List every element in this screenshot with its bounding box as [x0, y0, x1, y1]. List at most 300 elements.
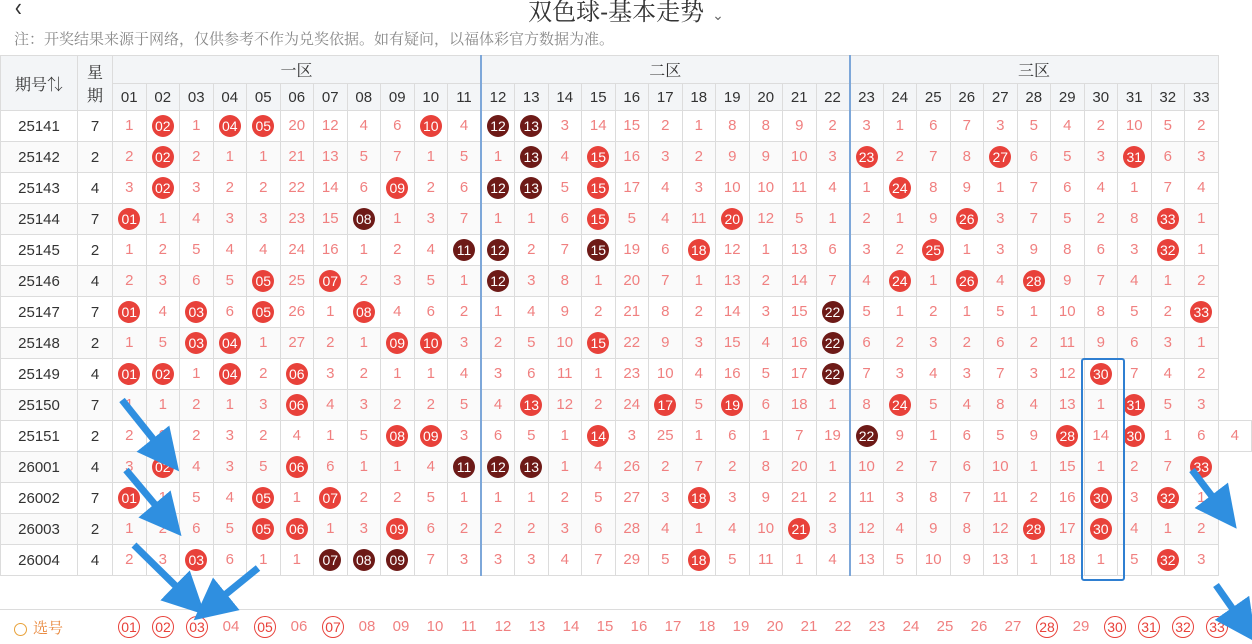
trend-cell [1084, 297, 1118, 328]
select-number-cell-29[interactable]: 29 [1072, 618, 1090, 635]
drawn-ball: 19 [721, 394, 743, 416]
select-number-cell-27[interactable]: 27 [1004, 618, 1022, 635]
trend-cell [883, 142, 917, 173]
trend-cell [950, 483, 984, 514]
trend-cell [180, 142, 214, 173]
miss-count: 3 [627, 427, 636, 444]
miss-count: 1 [1197, 241, 1206, 258]
trend-cell [783, 452, 817, 483]
miss-count: 2 [259, 427, 268, 444]
drawn-ball: 10 [420, 115, 442, 137]
miss-count: 8 [996, 396, 1005, 413]
number-column-header-05[interactable]: 05 [247, 84, 281, 111]
number-column-header-02[interactable]: 02 [146, 84, 180, 111]
chevron-down-icon[interactable]: ⌄ [712, 7, 724, 23]
trend-cell [1017, 235, 1051, 266]
trend-cell [213, 204, 247, 235]
number-column-header-01[interactable]: 01 [113, 84, 147, 111]
miss-count: 3 [862, 241, 871, 258]
table-row[interactable] [1, 328, 1252, 359]
select-number-cell-06[interactable]: 06 [290, 618, 308, 635]
miss-count: 1 [1163, 427, 1172, 444]
miss-count: 9 [728, 148, 737, 165]
number-column-header-07[interactable]: 07 [314, 84, 348, 111]
miss-count: 2 [929, 303, 938, 320]
select-number-cell-03[interactable] [180, 610, 214, 644]
number-column-header-16[interactable]: 16 [615, 84, 649, 111]
select-ball[interactable]: 05 [254, 616, 276, 638]
trend-cell [280, 514, 314, 545]
table-row[interactable] [1, 204, 1252, 235]
miss-count: 5 [862, 303, 871, 320]
miss-count: 4 [426, 458, 435, 475]
trend-cell [1118, 266, 1152, 297]
drawn-ball: 18 [688, 239, 710, 261]
trend-cell [381, 111, 415, 142]
table-row[interactable] [1, 235, 1252, 266]
trend-cell [649, 297, 683, 328]
number-column-header-30[interactable]: 30 [1084, 84, 1118, 111]
trend-cell [749, 235, 783, 266]
number-column-header-10[interactable]: 10 [414, 84, 448, 111]
drawn-ball: 05 [252, 115, 274, 137]
trend-cell [917, 204, 951, 235]
drawn-ball: 22 [822, 301, 844, 323]
trend-cell [1185, 483, 1219, 514]
week-header-line1: 星 [86, 65, 103, 82]
trend-cell [1185, 297, 1219, 328]
trend-cell [1017, 421, 1051, 452]
drawn-ball: 15 [587, 332, 609, 354]
trend-cell [1084, 111, 1118, 142]
trend-cell [414, 452, 448, 483]
trend-cell [1151, 173, 1185, 204]
issue-cell: 25146 [1, 266, 78, 297]
miss-count: 4 [459, 117, 469, 134]
miss-count: 8 [761, 117, 770, 134]
table-row[interactable] [1, 452, 1252, 483]
trend-cell [883, 173, 917, 204]
miss-count: 1 [393, 210, 402, 227]
number-column-header-33[interactable]: 33 [1185, 84, 1219, 111]
miss-count: 9 [1063, 272, 1072, 289]
select-ball[interactable]: 32 [1172, 616, 1194, 638]
trend-cell [917, 111, 951, 142]
number-column-header-08[interactable]: 08 [347, 84, 381, 111]
select-number-cell-13[interactable]: 13 [528, 618, 546, 635]
miss-count: 3 [459, 551, 469, 568]
miss-count: 4 [594, 458, 603, 475]
sort-icon[interactable]: ⇅ [47, 76, 64, 94]
select-number-cell-25[interactable]: 25 [936, 618, 954, 635]
trend-cell [1118, 235, 1152, 266]
trend-cell [280, 173, 314, 204]
trend-cell [448, 235, 482, 266]
miss-count: 3 [393, 272, 402, 289]
drawn-ball: 01 [118, 208, 140, 230]
table-row[interactable] [1, 514, 1252, 545]
select-number-cell-30[interactable] [1098, 610, 1132, 644]
miss-count: 7 [828, 272, 837, 289]
miss-count: 2 [828, 117, 837, 134]
select-number-cell-28[interactable] [1030, 610, 1064, 644]
table-row[interactable] [1, 111, 1252, 142]
miss-count: 2 [393, 396, 402, 413]
number-column-header-17[interactable]: 17 [649, 84, 683, 111]
miss-count: 12 [757, 210, 775, 227]
trend-cell [749, 421, 783, 452]
select-number-cell-31[interactable] [1132, 610, 1166, 644]
select-number-cell-20[interactable]: 20 [766, 618, 784, 635]
trend-cell [314, 390, 348, 421]
miss-count: 1 [493, 303, 503, 320]
issue-cell: 25141 [1, 111, 78, 142]
miss-count: 4 [895, 520, 904, 537]
trend-cell [816, 390, 850, 421]
miss-count: 1 [125, 520, 134, 537]
miss-count: 5 [192, 241, 201, 258]
select-ball[interactable]: 07 [322, 616, 344, 638]
trend-cell [1151, 390, 1185, 421]
trend-cell [448, 390, 482, 421]
trend-cell [280, 483, 314, 514]
number-column-header-31[interactable]: 31 [1118, 84, 1152, 111]
miss-count: 7 [694, 458, 703, 475]
miss-count: 3 [125, 458, 134, 475]
drawn-ball: 22 [822, 363, 844, 385]
select-number-cell-07[interactable] [316, 610, 350, 644]
number-header-row [1, 84, 1252, 111]
select-number-cell-14[interactable]: 14 [562, 618, 580, 635]
trend-cell [146, 111, 180, 142]
table-row[interactable] [1, 390, 1252, 421]
week-cell: 7 [78, 483, 113, 514]
miss-count: 3 [1197, 551, 1206, 568]
miss-count: 2 [426, 396, 435, 413]
select-number-cell-09[interactable]: 09 [392, 618, 410, 635]
table-row[interactable] [1, 421, 1252, 452]
trend-cell [381, 545, 415, 576]
trend-cell [1084, 266, 1118, 297]
miss-count: 8 [929, 489, 938, 506]
trend-cell [113, 514, 147, 545]
miss-count: 3 [996, 241, 1005, 258]
select-number-cell-19[interactable]: 19 [732, 618, 750, 635]
table-row[interactable] [1, 297, 1252, 328]
trend-cell [347, 235, 381, 266]
select-number-cell-02[interactable] [146, 610, 180, 644]
trend-cell [950, 173, 984, 204]
trend-cell [984, 173, 1018, 204]
select-ball[interactable]: 30 [1104, 616, 1126, 638]
select-ball[interactable]: 28 [1036, 616, 1058, 638]
miss-count: 1 [493, 148, 503, 165]
number-column-header-12[interactable]: 12 [481, 84, 515, 111]
select-number-cell-04[interactable]: 04 [222, 618, 240, 635]
number-column-header-13[interactable]: 13 [515, 84, 549, 111]
miss-count: 4 [393, 303, 402, 320]
miss-count: 1 [1096, 551, 1105, 568]
select-number-cell-17[interactable]: 17 [664, 618, 682, 635]
trend-cell [247, 142, 281, 173]
number-column-header-24[interactable]: 24 [883, 84, 917, 111]
trend-cell [548, 111, 582, 142]
trend-cell [481, 142, 515, 173]
number-column-header-04[interactable]: 04 [213, 84, 247, 111]
trend-cell [783, 142, 817, 173]
number-column-header-09[interactable]: 09 [381, 84, 415, 111]
trend-cell [716, 545, 750, 576]
number-column-header-32[interactable]: 32 [1151, 84, 1185, 111]
select-number-cell-10[interactable]: 10 [426, 618, 444, 635]
miss-count: 13 [321, 148, 339, 165]
lottery-trend-table [0, 55, 1252, 576]
trend-cell [314, 328, 348, 359]
drawn-ball: 33 [1157, 208, 1179, 230]
miss-count: 8 [1096, 303, 1105, 320]
miss-count: 23 [288, 210, 306, 227]
table-row[interactable] [1, 266, 1252, 297]
trend-cell [682, 390, 716, 421]
select-number-cell-16[interactable]: 16 [630, 618, 648, 635]
issue-cell: 25145 [1, 235, 78, 266]
number-column-header-15[interactable]: 15 [582, 84, 616, 111]
trend-cell [816, 204, 850, 235]
select-number-cell-26[interactable]: 26 [970, 618, 988, 635]
week-cell: 7 [78, 390, 113, 421]
miss-count: 4 [828, 179, 837, 196]
drawn-ball: 28 [1023, 518, 1045, 540]
trend-cell [314, 452, 348, 483]
table-row[interactable] [1, 142, 1252, 173]
trend-cell [682, 297, 716, 328]
select-number-cell-23[interactable]: 23 [868, 618, 886, 635]
miss-count: 2 [158, 520, 167, 537]
select-ball[interactable]: 03 [186, 616, 208, 638]
select-ball[interactable]: 33 [1206, 616, 1228, 638]
trend-cell [749, 514, 783, 545]
issue-cell: 26004 [1, 545, 78, 576]
table-head [1, 56, 1252, 111]
miss-count: 4 [1163, 365, 1172, 382]
trend-cell [1017, 297, 1051, 328]
trend-cell [280, 421, 314, 452]
trend-cell [347, 266, 381, 297]
trend-cell [247, 545, 281, 576]
drawn-ball: 23 [856, 146, 878, 168]
trend-cell [749, 483, 783, 514]
trend-cell [1118, 204, 1152, 235]
trend-cell [950, 328, 984, 359]
trend-cell [682, 452, 716, 483]
trend-cell [1151, 297, 1185, 328]
miss-count: 10 [924, 551, 942, 568]
trend-cell [247, 483, 281, 514]
select-number-cell-08[interactable]: 08 [358, 618, 376, 635]
trend-cell [448, 421, 482, 452]
select-number-row[interactable] [112, 610, 1234, 644]
select-number-label[interactable] [14, 617, 63, 638]
select-number-cell-01[interactable] [112, 610, 146, 644]
table-row[interactable] [1, 483, 1252, 514]
miss-count: 4 [1130, 520, 1139, 537]
trend-cell [582, 514, 616, 545]
miss-count: 3 [192, 179, 201, 196]
drawn-ball: 21 [788, 518, 810, 540]
miss-count: 1 [694, 427, 703, 444]
select-number-cell-12[interactable]: 12 [494, 618, 512, 635]
trend-cell [448, 266, 482, 297]
drawn-ball: 25 [922, 239, 944, 261]
trend-cell [146, 514, 180, 545]
trend-cell [180, 452, 214, 483]
drawn-ball: 01 [118, 301, 140, 323]
trend-cell [347, 328, 381, 359]
miss-count: 3 [527, 551, 536, 568]
miss-count: 2 [694, 303, 703, 320]
miss-count: 6 [393, 117, 402, 134]
trend-cell [180, 297, 214, 328]
select-number-cell-33[interactable] [1200, 610, 1234, 644]
trend-cell [582, 111, 616, 142]
trend-cell [548, 390, 582, 421]
number-column-header-21[interactable]: 21 [783, 84, 817, 111]
week-cell: 2 [78, 421, 113, 452]
trend-cell [213, 173, 247, 204]
number-column-header-19[interactable]: 19 [716, 84, 750, 111]
miss-count: 2 [895, 458, 904, 475]
trend-cell [716, 514, 750, 545]
miss-count: 5 [795, 210, 804, 227]
number-column-header-20[interactable]: 20 [749, 84, 783, 111]
miss-count: 1 [828, 396, 837, 413]
miss-count: 6 [929, 117, 938, 134]
select-number-cell-05[interactable] [248, 610, 282, 644]
trend-cell [850, 204, 884, 235]
trend-cell [984, 328, 1018, 359]
trend-cell [481, 111, 515, 142]
number-column-header-22[interactable]: 22 [816, 84, 850, 111]
miss-count: 7 [1096, 272, 1105, 289]
miss-count: 1 [326, 520, 335, 537]
miss-count: 9 [1029, 241, 1038, 258]
trend-cell [649, 235, 683, 266]
trend-cell [146, 235, 180, 266]
select-number-cell-24[interactable]: 24 [902, 618, 920, 635]
trend-cell [448, 111, 482, 142]
trend-cell [213, 545, 247, 576]
issue-cell: 25151 [1, 421, 78, 452]
trend-cell [247, 204, 281, 235]
trend-cell [213, 421, 247, 452]
trend-cell [515, 514, 549, 545]
trend-cell [314, 359, 348, 390]
select-number-cell-18[interactable]: 18 [698, 618, 716, 635]
trend-cell [247, 328, 281, 359]
drawn-ball: 12 [487, 115, 509, 137]
trend-cell [1017, 173, 1051, 204]
trend-cell [113, 204, 147, 235]
trend-cell [582, 421, 616, 452]
number-column-header-18[interactable]: 18 [682, 84, 716, 111]
trend-cell [381, 235, 415, 266]
select-ball[interactable]: 02 [152, 616, 174, 638]
number-column-header-29[interactable]: 29 [1051, 84, 1085, 111]
radio-icon[interactable] [14, 623, 27, 636]
miss-count: 6 [962, 458, 971, 475]
number-column-header-03[interactable]: 03 [180, 84, 214, 111]
number-column-header-28[interactable]: 28 [1017, 84, 1051, 111]
trend-cell [1185, 390, 1219, 421]
trend-cell [1151, 483, 1185, 514]
trend-cell [917, 173, 951, 204]
trend-cell [883, 359, 917, 390]
number-column-header-25[interactable]: 25 [917, 84, 951, 111]
number-column-header-11[interactable]: 11 [448, 84, 482, 111]
issue-header[interactable] [1, 56, 78, 111]
miss-count: 5 [527, 334, 536, 351]
miss-count: 1 [694, 117, 703, 134]
trend-cell [314, 266, 348, 297]
number-column-header-26[interactable]: 26 [950, 84, 984, 111]
number-column-header-23[interactable]: 23 [850, 84, 884, 111]
select-number-cell-15[interactable]: 15 [596, 618, 614, 635]
trend-cell [1218, 421, 1252, 452]
trend-cell [1051, 173, 1085, 204]
trend-cell [515, 452, 549, 483]
trend-cell [615, 452, 649, 483]
drawn-ball: 04 [219, 332, 241, 354]
number-column-header-14[interactable]: 14 [548, 84, 582, 111]
trend-cell [984, 359, 1018, 390]
miss-count: 6 [192, 520, 201, 537]
select-number-cell-22[interactable]: 22 [834, 618, 852, 635]
select-number-cell-32[interactable] [1166, 610, 1200, 644]
miss-count: 20 [790, 458, 808, 475]
select-ball[interactable]: 01 [118, 616, 140, 638]
table-row[interactable] [1, 359, 1252, 390]
trend-cell [1185, 359, 1219, 390]
miss-count: 1 [192, 117, 201, 134]
trend-cell [850, 142, 884, 173]
trend-cell [649, 452, 683, 483]
select-ball[interactable]: 31 [1138, 616, 1160, 638]
select-number-cell-21[interactable]: 21 [800, 618, 818, 635]
zone3-header: 三区 [850, 56, 1219, 84]
trend-cell [649, 204, 683, 235]
miss-count: 3 [125, 179, 134, 196]
trend-cell [917, 235, 951, 266]
miss-count: 5 [1163, 396, 1172, 413]
miss-count: 15 [1058, 458, 1076, 475]
miss-count: 6 [996, 334, 1005, 351]
number-column-header-06[interactable]: 06 [280, 84, 314, 111]
miss-count: 3 [828, 148, 837, 165]
table-row[interactable] [1, 173, 1252, 204]
miss-count: 6 [828, 241, 837, 258]
trend-cell [515, 545, 549, 576]
select-number-cell-11[interactable]: 11 [461, 618, 477, 635]
miss-count: 14 [1092, 427, 1110, 444]
number-column-header-27[interactable]: 27 [984, 84, 1018, 111]
back-icon[interactable]: ‹ [14, 0, 22, 22]
table-row[interactable] [1, 545, 1252, 576]
miss-count: 3 [761, 303, 770, 320]
miss-count: 2 [1163, 303, 1172, 320]
miss-count: 2 [1197, 272, 1206, 289]
miss-count: 6 [1029, 148, 1038, 165]
miss-count: 1 [560, 458, 569, 475]
